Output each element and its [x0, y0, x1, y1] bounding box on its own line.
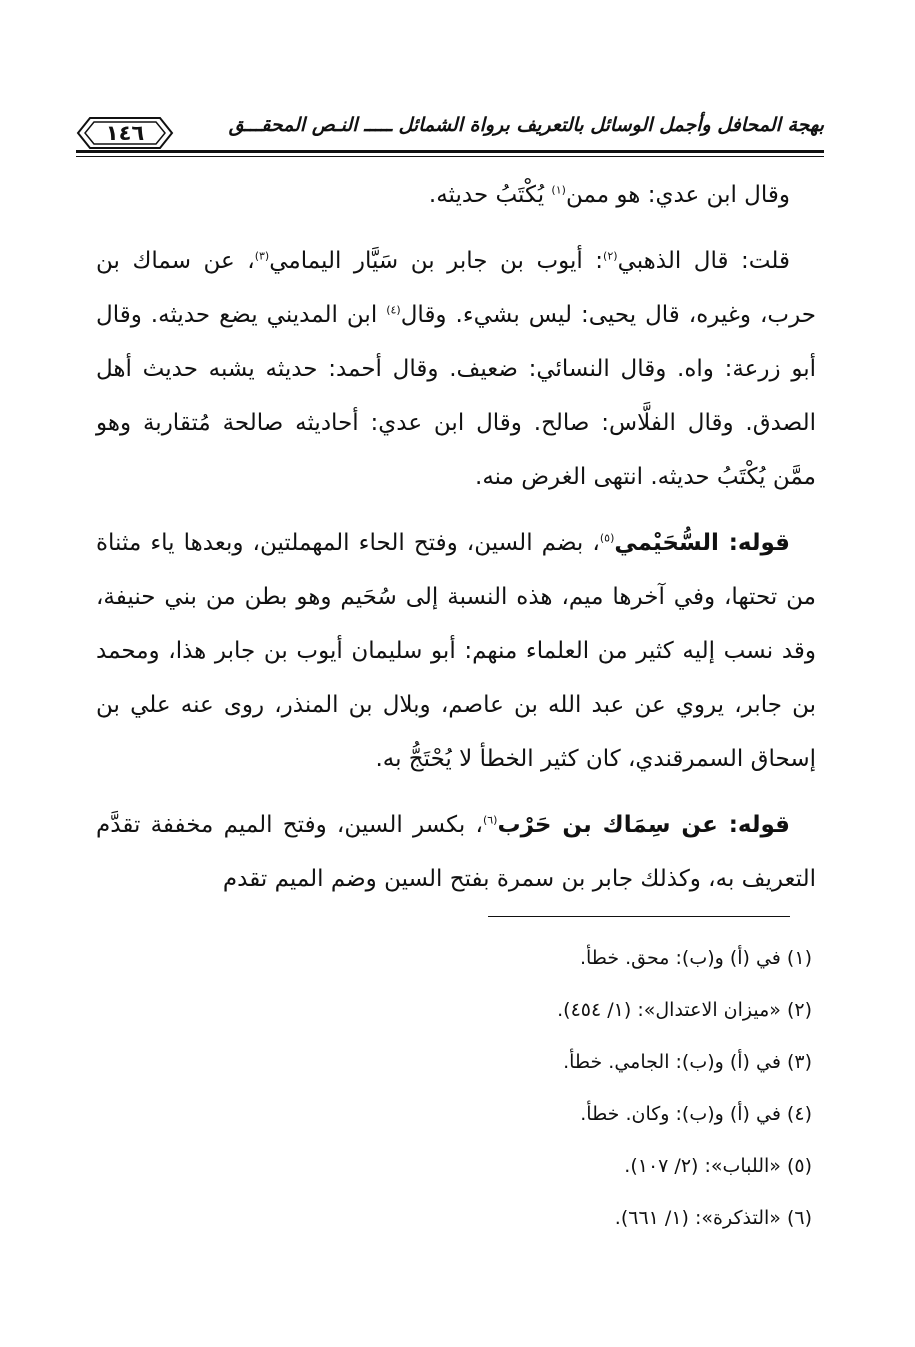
paragraph-4: [96, 798, 816, 906]
footnote-ref-3: (٣): [254, 249, 270, 263]
page-number-badge: [76, 116, 174, 150]
footnotes: [112, 932, 812, 1244]
footnote-3: (٣) في (أ) و(ب): الجامي. خطأ.: [563, 1051, 812, 1073]
p2-text-d: ابن المديني يضع حديثه. وقال أبو زرعة: واه. وقال النسائي: ضعيف. وقال أحمد: حديثه يشبه حديث أهل الصدق. وقال الفلَّاس: صالح. وقال ابن عدي: أحاديثه صالحة مُتقاربة وهو ممَّن يُكْتَبُ حديثه. انتهى الغرض منه.: [96, 302, 816, 490]
p2-text-b: : أيوب بن جابر بن سَيَّار اليمامي: [269, 248, 604, 274]
footnote-2: (٢) «ميزان الاعتدال»: (١/ ٤٥٤).: [557, 999, 812, 1021]
running-header: [76, 108, 824, 156]
footnote-ref-1: (١): [551, 183, 566, 197]
main-text: [96, 168, 816, 918]
p4-text: ، بكسر السين، وفتح الميم مخففة تقدَّم التعريف به، وكذلك جابر بن سمرة بفتح السين وضم الميم تقدم: [96, 812, 816, 892]
paragraph-1: [96, 168, 816, 222]
header-rule-thin: [76, 156, 824, 157]
p3-text: ، بضم السين، وفتح الحاء المهملتين، وبعدها ياء مثناة من تحتها، وفي آخرها ميم، هذه النسبة إلى سُحَيم وهو بطن من بني حنيفة، وقد نسب إليه كثير من العلماء منهم: أبو سليمان أيوب بن جابر هذا، ومحمد بن جابر، يروي عن عبد الله بن عاصم، وبلال بن المنذر، روى عنه علي بن إسحاق السمرقندي، كان كثير الخطأ لا يُحْتَجُّ به.: [96, 530, 816, 772]
footnote-separator: [488, 916, 790, 917]
footnote-ref-5: (٥): [599, 531, 615, 545]
paragraph-2: [96, 234, 816, 504]
footnote-1: (١) في (أ) و(ب): محق. خطأ.: [579, 947, 812, 969]
p3-lead: قوله: السُّحَيْمي: [614, 530, 790, 556]
p2-text-c: ، عن سماك بن حرب، وغيره، قال يحيى: ليس بشيء. وقال: [96, 248, 816, 328]
footnote-4: (٤) في (أ) و(ب): وكان. خطأ.: [580, 1103, 812, 1125]
header-rule-thick: [76, 150, 824, 153]
footnote-ref-4: (٤): [386, 303, 401, 317]
p1-text-b: يُكْتَبُ حديثه.: [428, 182, 552, 208]
p2-text-a: قلت: قال الذهبي: [617, 248, 790, 274]
footnote-5: (٥) «اللباب»: (٢/ ١٠٧).: [624, 1155, 812, 1177]
book-title: بهجة المحافل وأجمل الوسائل بالتعريف برواة الشمائل ـــــ النـص المحقـــق: [228, 114, 824, 136]
p4-lead: قوله: عن سِمَاك بن حَرْب: [497, 812, 790, 838]
footnote-ref-6: (٦): [482, 813, 498, 827]
footnote-ref-2: (٢): [603, 249, 618, 263]
page-number: ١٤٦: [105, 121, 145, 145]
footnote-6: (٦) «التذكرة»: (١/ ٦٦١).: [614, 1207, 812, 1229]
paragraph-3: [96, 516, 816, 786]
p1-text-a: وقال ابن عدي: هو ممن: [565, 182, 790, 208]
